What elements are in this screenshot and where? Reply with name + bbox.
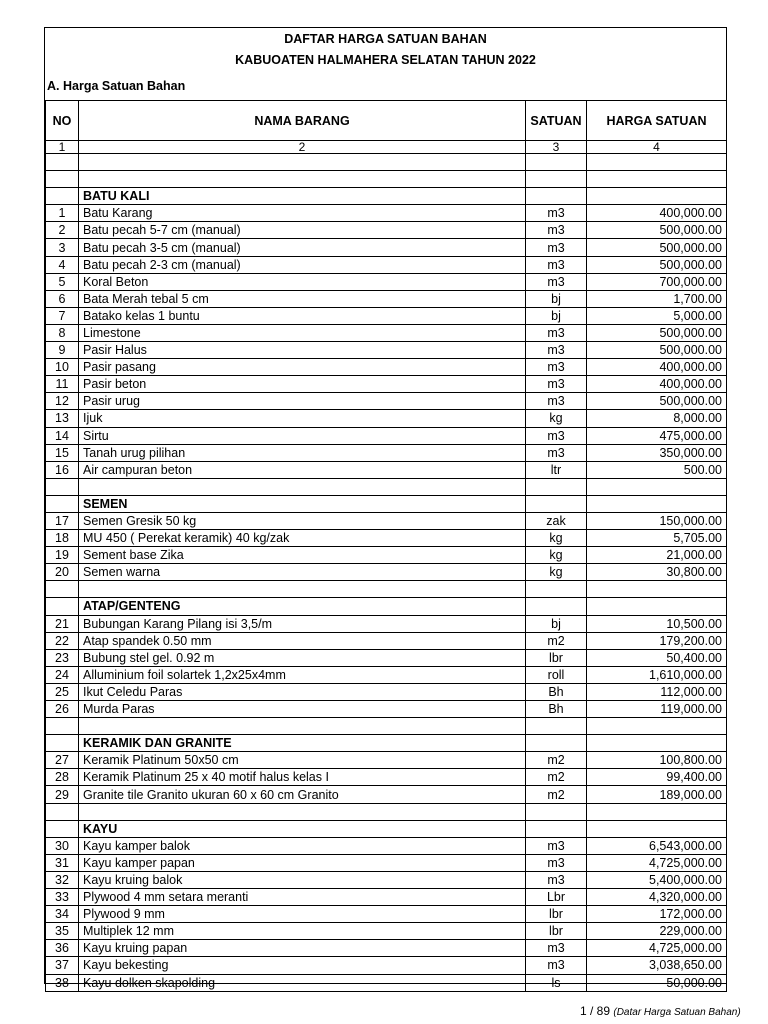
item-name-cell: Keramik Platinum 50x50 cm — [79, 752, 526, 769]
item-price-cell: 189,000.00 — [587, 786, 727, 803]
table-row — [46, 222, 727, 239]
item-price-cell: 500,000.00 — [587, 222, 727, 239]
blank-row — [46, 803, 727, 820]
item-name-cell: KAYU — [79, 820, 526, 837]
item-name-cell — [79, 478, 526, 495]
column-header-harga: HARGA SATUAN — [587, 101, 727, 141]
item-unit-cell — [526, 188, 587, 205]
item-price-cell: 4,320,000.00 — [587, 889, 727, 906]
item-price-cell: 350,000.00 — [587, 444, 727, 461]
item-price-cell: 400,000.00 — [587, 359, 727, 376]
item-price-cell: 500,000.00 — [587, 239, 727, 256]
item-name-cell: Plywood 9 mm — [79, 906, 526, 923]
table-row — [46, 752, 727, 769]
item-name-cell: Tanah urug pilihan — [79, 444, 526, 461]
table-row — [46, 666, 727, 683]
item-number-cell — [46, 820, 79, 837]
item-name-cell: Bubung stel gel. 0.92 m — [79, 649, 526, 666]
item-unit-cell: m3 — [526, 427, 587, 444]
item-number-cell — [46, 718, 79, 735]
blank-row — [46, 171, 727, 188]
item-unit-cell: ltr — [526, 461, 587, 478]
item-unit-cell: m3 — [526, 273, 587, 290]
item-name-cell: Kayu bekesting — [79, 957, 526, 974]
item-unit-cell: kg — [526, 547, 587, 564]
table-row — [46, 359, 727, 376]
item-unit-cell — [526, 171, 587, 188]
item-unit-cell: m3 — [526, 359, 587, 376]
item-name-cell: Keramik Platinum 25 x 40 motif halus kelas I — [79, 769, 526, 786]
item-number-cell: 1 — [46, 205, 79, 222]
table-row — [46, 632, 727, 649]
table-row — [46, 906, 727, 923]
item-price-cell: 10,500.00 — [587, 615, 727, 632]
item-price-cell: 500,000.00 — [587, 393, 727, 410]
table-row — [46, 564, 727, 581]
column-header-nama: NAMA BARANG — [79, 101, 526, 141]
item-price-cell: 500.00 — [587, 461, 727, 478]
item-unit-cell: m3 — [526, 342, 587, 359]
item-unit-cell: Bh — [526, 701, 587, 718]
item-name-cell: Ijuk — [79, 410, 526, 427]
table-row — [46, 786, 727, 803]
item-unit-cell: m3 — [526, 239, 587, 256]
item-number-cell: 16 — [46, 461, 79, 478]
item-name-cell: Kayu kamper balok — [79, 837, 526, 854]
item-name-cell: Batu pecah 3-5 cm (manual) — [79, 239, 526, 256]
item-name-cell: ATAP/GENTENG — [79, 598, 526, 615]
column-index-cell: 2 — [79, 141, 526, 154]
item-unit-cell: kg — [526, 530, 587, 547]
item-price-cell: 30,800.00 — [587, 564, 727, 581]
table-row — [46, 940, 727, 957]
item-number-cell: 32 — [46, 871, 79, 888]
item-name-cell: Bata Merah tebal 5 cm — [79, 290, 526, 307]
item-price-cell: 1,700.00 — [587, 290, 727, 307]
item-unit-cell: bj — [526, 290, 587, 307]
table-row — [46, 273, 727, 290]
category-row — [46, 598, 727, 615]
table-row — [46, 205, 727, 222]
table-row — [46, 324, 727, 341]
table-row — [46, 769, 727, 786]
item-unit-cell: ls — [526, 974, 587, 991]
item-price-cell: 100,800.00 — [587, 752, 727, 769]
item-name-cell: Sement base Zika — [79, 547, 526, 564]
item-unit-cell — [526, 598, 587, 615]
item-price-cell — [587, 803, 727, 820]
table-row — [46, 889, 727, 906]
item-name-cell: Semen warna — [79, 564, 526, 581]
item-price-cell — [587, 598, 727, 615]
item-unit-cell — [526, 478, 587, 495]
item-name-cell: Pasir Halus — [79, 342, 526, 359]
item-name-cell: Alluminium foil solartek 1,2x25x4mm — [79, 666, 526, 683]
item-name-cell: Multiplek 12 mm — [79, 923, 526, 940]
item-price-cell: 50,400.00 — [587, 649, 727, 666]
table-row — [46, 854, 727, 871]
item-name-cell — [79, 581, 526, 598]
item-unit-cell: m3 — [526, 205, 587, 222]
table-row — [46, 290, 727, 307]
item-number-cell: 28 — [46, 769, 79, 786]
item-name-cell: Kayu dolken skapolding — [79, 974, 526, 991]
column-index-cell: 1 — [46, 141, 79, 154]
item-number-cell: 13 — [46, 410, 79, 427]
category-row — [46, 188, 727, 205]
item-price-cell — [587, 820, 727, 837]
item-number-cell: 19 — [46, 547, 79, 564]
item-price-cell: 150,000.00 — [587, 512, 727, 529]
item-unit-cell: m3 — [526, 222, 587, 239]
item-price-cell: 5,400,000.00 — [587, 871, 727, 888]
item-name-cell: SEMEN — [79, 495, 526, 512]
item-number-cell: 38 — [46, 974, 79, 991]
item-number-cell: 3 — [46, 239, 79, 256]
category-row — [46, 735, 727, 752]
item-price-cell: 4,725,000.00 — [587, 854, 727, 871]
item-name-cell: Pasir urug — [79, 393, 526, 410]
item-unit-cell: zak — [526, 512, 587, 529]
item-unit-cell: m2 — [526, 752, 587, 769]
item-unit-cell — [526, 735, 587, 752]
item-name-cell: Ikut Celedu Paras — [79, 683, 526, 700]
item-number-cell: 27 — [46, 752, 79, 769]
item-number-cell — [46, 598, 79, 615]
item-price-cell: 21,000.00 — [587, 547, 727, 564]
item-name-cell: Granite tile Granito ukuran 60 x 60 cm Granito — [79, 786, 526, 803]
item-number-cell: 24 — [46, 666, 79, 683]
item-price-cell — [587, 581, 727, 598]
item-name-cell: Limestone — [79, 324, 526, 341]
item-price-cell: 179,200.00 — [587, 632, 727, 649]
item-price-cell: 119,000.00 — [587, 701, 727, 718]
table-row — [46, 307, 727, 324]
item-number-cell — [46, 735, 79, 752]
table-row — [46, 393, 727, 410]
item-name-cell: Plywood 4 mm setara meranti — [79, 889, 526, 906]
item-unit-cell: bj — [526, 615, 587, 632]
item-number-cell — [46, 154, 79, 171]
item-number-cell: 37 — [46, 957, 79, 974]
item-number-cell: 34 — [46, 906, 79, 923]
item-unit-cell: m3 — [526, 324, 587, 341]
item-unit-cell: lbr — [526, 649, 587, 666]
item-name-cell — [79, 803, 526, 820]
item-unit-cell: m2 — [526, 632, 587, 649]
table-row — [46, 974, 727, 991]
table-row — [46, 256, 727, 273]
item-number-cell — [46, 581, 79, 598]
blank-row — [46, 154, 727, 171]
item-unit-cell: m3 — [526, 957, 587, 974]
item-name-cell: Sirtu — [79, 427, 526, 444]
item-number-cell: 26 — [46, 701, 79, 718]
table-row — [46, 615, 727, 632]
item-number-cell: 18 — [46, 530, 79, 547]
item-name-cell: Batako kelas 1 buntu — [79, 307, 526, 324]
item-number-cell: 23 — [46, 649, 79, 666]
item-number-cell: 8 — [46, 324, 79, 341]
column-index-cell: 4 — [587, 141, 727, 154]
item-unit-cell: m2 — [526, 786, 587, 803]
item-price-cell — [587, 478, 727, 495]
table-row — [46, 444, 727, 461]
item-price-cell: 8,000.00 — [587, 410, 727, 427]
item-number-cell: 6 — [46, 290, 79, 307]
item-unit-cell — [526, 581, 587, 598]
item-number-cell — [46, 478, 79, 495]
item-price-cell: 6,543,000.00 — [587, 837, 727, 854]
item-number-cell: 35 — [46, 923, 79, 940]
item-name-cell: Bubungan Karang Pilang isi 3,5/m — [79, 615, 526, 632]
item-unit-cell: m3 — [526, 444, 587, 461]
item-name-cell: Air campuran beton — [79, 461, 526, 478]
table-row — [46, 649, 727, 666]
item-number-cell: 10 — [46, 359, 79, 376]
column-index-row — [46, 141, 727, 154]
item-unit-cell: kg — [526, 410, 587, 427]
item-unit-cell: m3 — [526, 256, 587, 273]
item-unit-cell: lbr — [526, 923, 587, 940]
item-price-cell: 475,000.00 — [587, 427, 727, 444]
table-row — [46, 239, 727, 256]
item-unit-cell: m3 — [526, 837, 587, 854]
item-name-cell: Kayu kruing balok — [79, 871, 526, 888]
item-price-cell: 50,000.00 — [587, 974, 727, 991]
price-table — [45, 100, 727, 992]
item-number-cell: 30 — [46, 837, 79, 854]
item-name-cell: Batu pecah 5-7 cm (manual) — [79, 222, 526, 239]
item-number-cell — [46, 803, 79, 820]
item-name-cell: Atap spandek 0.50 mm — [79, 632, 526, 649]
item-unit-cell — [526, 718, 587, 735]
column-header-satuan: SATUAN — [526, 101, 587, 141]
item-number-cell: 36 — [46, 940, 79, 957]
column-index-cell: 3 — [526, 141, 587, 154]
item-number-cell: 7 — [46, 307, 79, 324]
item-number-cell: 15 — [46, 444, 79, 461]
item-price-cell: 400,000.00 — [587, 205, 727, 222]
item-name-cell: Semen Gresik 50 kg — [79, 512, 526, 529]
item-unit-cell — [526, 820, 587, 837]
table-row — [46, 342, 727, 359]
item-unit-cell: m2 — [526, 769, 587, 786]
item-price-cell — [587, 718, 727, 735]
item-unit-cell — [526, 154, 587, 171]
item-name-cell — [79, 718, 526, 735]
table-row — [46, 957, 727, 974]
item-price-cell: 500,000.00 — [587, 342, 727, 359]
item-price-cell: 112,000.00 — [587, 683, 727, 700]
item-unit-cell: bj — [526, 307, 587, 324]
item-unit-cell — [526, 803, 587, 820]
blank-row — [46, 478, 727, 495]
item-price-cell: 700,000.00 — [587, 273, 727, 290]
item-name-cell: Batu pecah 2-3 cm (manual) — [79, 256, 526, 273]
item-name-cell: Kayu kruing papan — [79, 940, 526, 957]
item-number-cell: 17 — [46, 512, 79, 529]
category-row — [46, 495, 727, 512]
table-row — [46, 547, 727, 564]
item-name-cell: Batu Karang — [79, 205, 526, 222]
item-unit-cell: kg — [526, 564, 587, 581]
item-unit-cell: m3 — [526, 393, 587, 410]
table-row — [46, 512, 727, 529]
item-number-cell: 31 — [46, 854, 79, 871]
item-price-cell: 1,610,000.00 — [587, 666, 727, 683]
item-name-cell: MU 450 ( Perekat keramik) 40 kg/zak — [79, 530, 526, 547]
item-unit-cell: lbr — [526, 906, 587, 923]
item-number-cell: 11 — [46, 376, 79, 393]
page-number: 1 / 89 — [580, 1004, 611, 1018]
item-name-cell — [79, 171, 526, 188]
table-row — [46, 530, 727, 547]
item-name-cell: Pasir pasang — [79, 359, 526, 376]
table-row — [46, 376, 727, 393]
table-row — [46, 923, 727, 940]
item-name-cell: Koral Beton — [79, 273, 526, 290]
item-unit-cell: m3 — [526, 871, 587, 888]
item-number-cell: 5 — [46, 273, 79, 290]
document-title: DAFTAR HARGA SATUAN BAHAN — [284, 32, 487, 46]
section-heading: A. Harga Satuan Bahan — [47, 79, 186, 93]
item-number-cell — [46, 171, 79, 188]
table-header-row — [46, 101, 727, 141]
item-number-cell: 12 — [46, 393, 79, 410]
column-header-no: NO — [46, 101, 79, 141]
blank-row — [46, 581, 727, 598]
table-body — [46, 141, 727, 992]
blank-row — [46, 718, 727, 735]
item-number-cell — [46, 188, 79, 205]
item-unit-cell: m3 — [526, 376, 587, 393]
item-price-cell: 229,000.00 — [587, 923, 727, 940]
item-price-cell: 4,725,000.00 — [587, 940, 727, 957]
item-number-cell: 2 — [46, 222, 79, 239]
price-list-sheet — [44, 27, 727, 990]
item-price-cell: 99,400.00 — [587, 769, 727, 786]
item-number-cell: 4 — [46, 256, 79, 273]
item-name-cell: Pasir beton — [79, 376, 526, 393]
item-unit-cell: Lbr — [526, 889, 587, 906]
item-number-cell: 9 — [46, 342, 79, 359]
table-row — [46, 410, 727, 427]
item-price-cell: 500,000.00 — [587, 324, 727, 341]
page-footer — [580, 1004, 741, 1018]
item-number-cell: 21 — [46, 615, 79, 632]
item-name-cell: BATU KALI — [79, 188, 526, 205]
category-row — [46, 820, 727, 837]
table-row — [46, 871, 727, 888]
item-price-cell: 172,000.00 — [587, 906, 727, 923]
table-row — [46, 837, 727, 854]
item-number-cell: 14 — [46, 427, 79, 444]
table-row — [46, 461, 727, 478]
item-price-cell: 500,000.00 — [587, 256, 727, 273]
item-name-cell: Kayu kamper papan — [79, 854, 526, 871]
item-price-cell: 400,000.00 — [587, 376, 727, 393]
document-subtitle: KABUOATEN HALMAHERA SELATAN TAHUN 2022 — [235, 53, 536, 67]
item-number-cell: 22 — [46, 632, 79, 649]
item-name-cell: KERAMIK DAN GRANITE — [79, 735, 526, 752]
item-unit-cell: m3 — [526, 940, 587, 957]
table-row — [46, 701, 727, 718]
item-unit-cell: m3 — [526, 854, 587, 871]
item-unit-cell — [526, 495, 587, 512]
item-number-cell: 25 — [46, 683, 79, 700]
item-price-cell — [587, 735, 727, 752]
item-price-cell: 3,038,650.00 — [587, 957, 727, 974]
item-price-cell: 5,000.00 — [587, 307, 727, 324]
item-price-cell — [587, 495, 727, 512]
item-unit-cell: roll — [526, 666, 587, 683]
item-price-cell — [587, 154, 727, 171]
footer-note: (Datar Harga Satuan Bahan) — [613, 1007, 741, 1018]
item-price-cell — [587, 188, 727, 205]
item-name-cell: Murda Paras — [79, 701, 526, 718]
item-number-cell: 33 — [46, 889, 79, 906]
item-unit-cell: Bh — [526, 683, 587, 700]
table-row — [46, 427, 727, 444]
item-number-cell — [46, 495, 79, 512]
item-number-cell: 20 — [46, 564, 79, 581]
table-row — [46, 683, 727, 700]
item-number-cell: 29 — [46, 786, 79, 803]
item-price-cell — [587, 171, 727, 188]
item-price-cell: 5,705.00 — [587, 530, 727, 547]
item-name-cell — [79, 154, 526, 171]
